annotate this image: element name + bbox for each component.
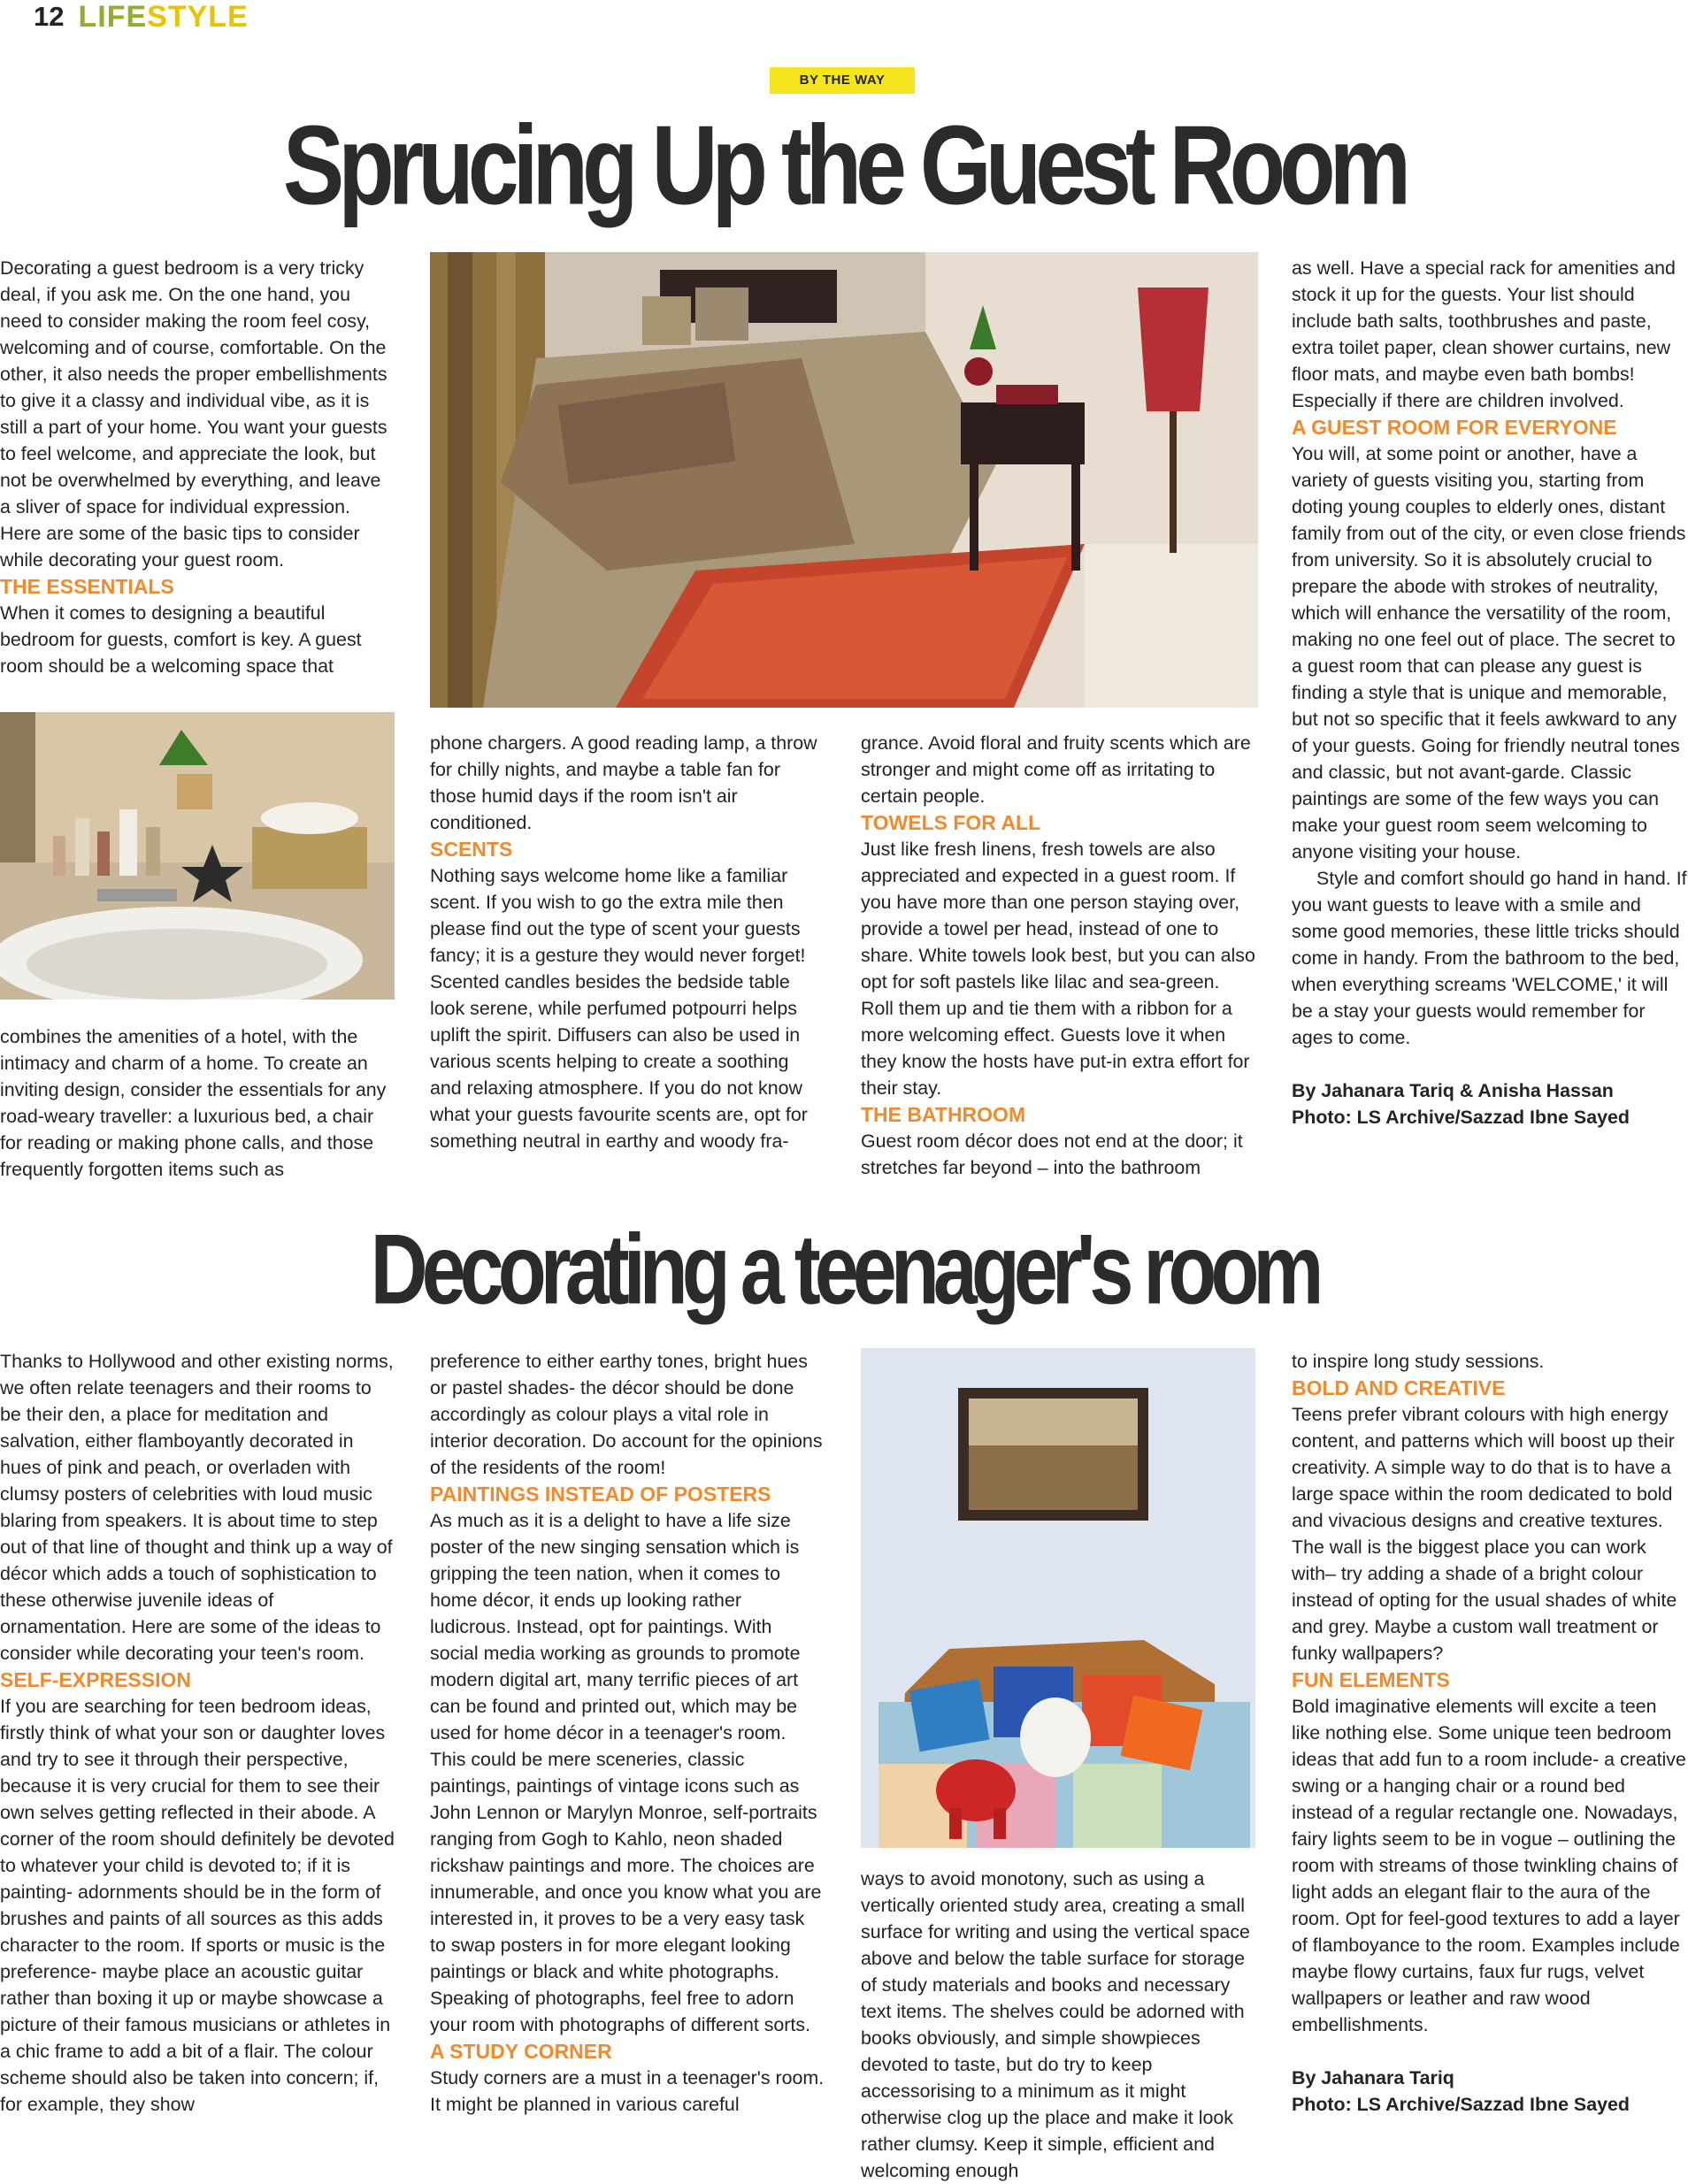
article2-column-2	[430, 1348, 825, 2118]
byline: By Jahanara Tariq & Anisha Hassan	[1292, 1080, 1614, 1101]
paragraph: Decorating a guest bedroom is a very tricky deal, if you ask me. On the one hand, you need to consider making the room feel cosy, welcoming and of course, comfortable. On the other, it also needs the proper embellishments to give it a classy and individual vibe, as it is still a part of your home. You want your guests to feel welcome, and appreciate the look, but not be overwhelmed by everything, and leave a sliver of space for individual expression. Here are some of the basic tips to consider while decorating your guest room.	[0, 257, 387, 571]
page-number: 12	[34, 1, 65, 32]
article2-column-1	[0, 1348, 395, 2118]
article1-column-2	[430, 730, 825, 1154]
article2-column-4	[1292, 1348, 1688, 2118]
subheading: SELF-EXPRESSION	[0, 1668, 191, 1691]
subheading: FUN ELEMENTS	[1292, 1668, 1450, 1691]
paragraph: combines the amenities of a hotel, with the intimacy and charm of a home. To create an inviting design, consider the essentials for any road-weary traveller: a luxurious bed, a chair for reading or making phone calls, and those frequently forgotten items such as	[0, 1026, 387, 1180]
subheading: PAINTINGS INSTEAD OF POSTERS	[430, 1483, 771, 1506]
photo-credit: Photo: LS Archive/Sazzad Ibne Sayed	[1292, 2094, 1630, 2115]
paragraph: Study corners are a must in a teenager's room. It might be planned in various careful	[430, 2067, 825, 2115]
subheading: TOWELS FOR ALL	[861, 811, 1041, 834]
paragraph: grance. Avoid floral and fruity scents which are stronger and might come off as irritating to certain people.	[861, 732, 1251, 807]
article1-column-1-top	[0, 255, 395, 679]
paragraph: Thanks to Hollywood and other existing norms, we often relate teenagers and their rooms to be their den, a place for meditation and salvation, either flamboyantly decorated in hues of pink and peach, or overladen with clumsy posters of celebrities with loud music blaring from speakers. It is about time to step out of that line of thought and think up a way of décor which adds a touch of sophistication to these otherwise juvenile ideas of ornamentation. Here are some of the ideas to consider while decorating your teen's room.	[0, 1351, 394, 1664]
section-logo: LIFESTYLE	[78, 0, 249, 34]
article1-column-4	[1292, 255, 1688, 1130]
paragraph: Teens prefer vibrant colours with high energy content, and patterns which will boost up their creativity. A simple way to do that is to have a large space within the room dedicated to bold and vivacious designs and creative textures. The wall is the biggest place you can work with– try adding a shade of a bright colour instead of opting for the usual shades of white and grey. Maybe a custom wall treatment or funky wallpapers?	[1292, 1404, 1677, 1664]
paragraph: preference to either earthy tones, bright hues or pastel shades- the décor should be done accordingly as colour plays a vital role in interior decoration. Do account for the opinions of the residents of the room!	[430, 1351, 823, 1478]
paragraph: When it comes to designing a beautiful bedroom for guests, comfort is key. A guest room should be a welcoming space that	[0, 602, 362, 677]
kicker-label: BY THE WAY	[770, 67, 915, 94]
paragraph: as well. Have a special rack for amenities and stock it up for the guests. Your list should include bath salts, toothbrushes and paste, extra toilet paper, clean shower curtains, new floor mats, and maybe even bath bombs! Especially if there are children involved.	[1292, 257, 1676, 411]
article2-column-3	[861, 1866, 1255, 2184]
photo-credit: Photo: LS Archive/Sazzad Ibne Sayed	[1292, 1107, 1630, 1128]
paragraph: phone chargers. A good reading lamp, a throw for chilly nights, and maybe a table fan for those humid days if the room isn't air conditioned.	[430, 732, 817, 833]
paragraph: Bold imaginative elements will excite a teen like nothing else. Some unique teen bedroom ideas that add fun to a room include- a creative swing or a hanging chair or a round bed instead of a regular rectangle one. Nowadays, fairy lights seem to be in vogue – outlining the room with streams of those twinkling chains of light adds an elegant flair to the aura of the room. Opt for feel-good textures to add a layer of flamboyance to the room. Examples include maybe flowy curtains, faux fur rugs, velvet wallpapers or leather and raw wood embellishments.	[1292, 1696, 1686, 2035]
subheading: A STUDY CORNER	[430, 2040, 612, 2063]
subheading: THE BATHROOM	[861, 1103, 1026, 1126]
subheading: A GUEST ROOM FOR EVERYONE	[1292, 416, 1617, 439]
article1-column-3	[861, 730, 1255, 1181]
paragraph: Just like fresh linens, fresh towels are also appreciated and expected in a guest room. If you have more than one person staying over, provide a towel per head, instead of one to share. White towels look best, but you can also opt for soft pastels like lilac and sea-green. Roll them up and tie them with a ribbon for a more welcoming effect. Guests love it when they know the hosts have put-in extra effort for their stay.	[861, 839, 1255, 1099]
paragraph: Guest room décor does not end at the door; it stretches far beyond – into the bathroom	[861, 1130, 1243, 1178]
paragraph: Nothing says welcome home like a familiar scent. If you wish to go the extra mile then please find out the type of scent your guests fancy; it is a gesture they would never forget! Scented candles besides the bedside table look serene, while perfumed potpourri helps uplift the spirit. Diffusers can also be used in various scents helping to create a soothing and relaxing atmosphere. If you do not know what your guests favourite scents are, opt for something neutral in earthy and woody fra-	[430, 865, 808, 1152]
byline: By Jahanara Tariq	[1292, 2067, 1454, 2088]
subheading: THE ESSENTIALS	[0, 575, 174, 598]
subheading: SCENTS	[430, 838, 513, 861]
article1-column-1-bottom	[0, 1023, 395, 1183]
article-title-2: Decorating a teenager's room	[370, 1215, 1318, 1326]
paragraph: Style and comfort should go hand in hand. If you want guests to leave with a smile and some good memories, these little tricks should come in handy. From the bathroom to the bed, when everything screams 'WELCOME,' it will be a stay your guests would remember for ages to come.	[1292, 868, 1687, 1048]
paragraph: As much as it is a delight to have a life size poster of the new singing sensation which is gripping the teen nation, when it comes to home décor, it ends up looking rather ludicrous. Instead, opt for paintings. With social media working as grounds to promote modern digital art, many terrific pieces of art can be found and printed out, which may be used for home décor in a teenager's room. This could be mere sceneries, classic paintings, paintings of vintage icons such as John Lennon or Marylyn Monroe, self-portraits ranging from Gogh to Kahlo, neon shaded rickshaw paintings and more. The choices are innumerable, and once you know what you are interested in, it proves to be a very easy task to swap posters in for more elegant looking paintings or black and white photographs. Speaking of photographs, feel free to adorn your room with photographs of different sorts.	[430, 1510, 822, 2035]
paragraph: You will, at some point or another, have a variety of guests visiting you, starting from doting young couples to elderly ones, distant family from out of the city, or even close friends from university. So it is absolutely crucial to prepare the abode with strokes of neutrality, which will enhance the versatility of the room, making no one feel out of place. The secret to a guest room that can please any guest is finding a style that is unique and memorable, but not so specific that it feels awkward to any of your guests. Going for friendly neutral tones and classic, but not avant-garde. Classic paintings are some of the few ways you can make your guest room seem welcoming to anyone visiting your house.	[1292, 443, 1686, 862]
paragraph: ways to avoid monotony, such as using a vertically oriented study area, creating a small surface for writing and using the vertical space above and below the table surface for storage of study materials and books and necessary text items. The shelves could be adorned with books obviously, and simple showpieces devoted to taste, but do try to keep accessorising to a minimum as it might otherwise clog up the place and make it look rather clumsy. Keep it simple, efficient and welcoming enough	[861, 1868, 1250, 2181]
guest-bedroom-photo	[430, 252, 1258, 708]
paragraph: to inspire long study sessions.	[1292, 1351, 1545, 1372]
subheading: BOLD AND CREATIVE	[1292, 1376, 1506, 1399]
page-header	[34, 0, 249, 34]
article-title: Sprucing Up the Guest Room	[282, 103, 1406, 229]
bathroom-amenities-photo	[0, 712, 395, 1000]
paragraph: If you are searching for teen bedroom ideas, firstly think of what your son or daughter loves and try to see it through their perspective, because it is very crucial for them to see their own selves getting reflected in their abode. A corner of the room should definitely be devoted to whatever your child is devoted to; if it is painting- adornments should be in the form of brushes and paints of all sources as this adds character to the room. If sports or music is the preference- maybe place an acoustic guitar rather than boxing it up or maybe showcase a picture of their famous musicians or athletes in a chic frame to add a bit of a flair. The colour scheme should also be taken into concern; if, for example, they show	[0, 1696, 395, 2115]
teen-bedroom-photo	[861, 1348, 1255, 1848]
